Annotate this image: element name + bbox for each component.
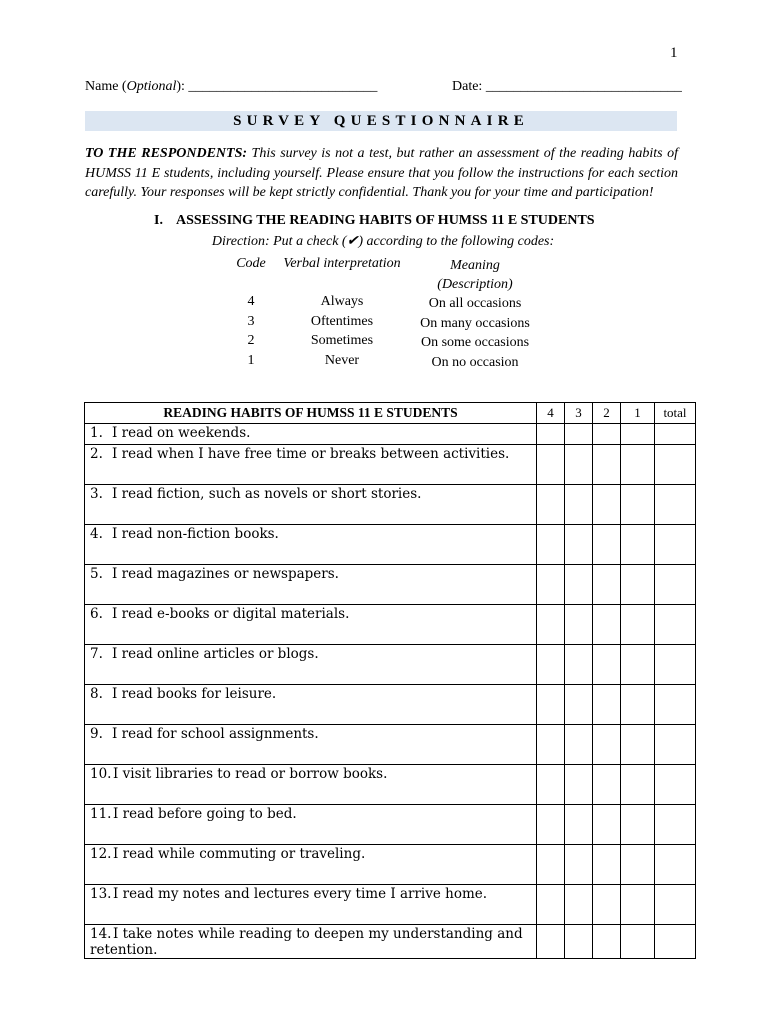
check-cell-1[interactable] <box>621 645 655 685</box>
total-cell[interactable] <box>655 565 696 605</box>
check-cell-1[interactable] <box>621 805 655 845</box>
total-cell[interactable] <box>655 725 696 765</box>
check-cell-1[interactable] <box>621 605 655 645</box>
statement-cell <box>85 445 537 485</box>
table-row <box>85 685 696 725</box>
statement-cell <box>85 725 537 765</box>
statement-cell <box>85 685 537 725</box>
meaning-value: On all occasions <box>428 296 522 311</box>
total-cell[interactable] <box>655 645 696 685</box>
check-cell-3[interactable] <box>565 925 593 959</box>
check-cell-1[interactable] <box>621 685 655 725</box>
total-cell[interactable] <box>655 685 696 725</box>
statement-cell <box>85 525 537 565</box>
verbal-value: Never <box>324 353 360 368</box>
check-cell-2[interactable] <box>593 605 621 645</box>
check-cell-1[interactable] <box>621 445 655 485</box>
code-header: Code <box>236 256 266 271</box>
item-number: 8. <box>90 686 103 702</box>
check-cell-3[interactable] <box>565 765 593 805</box>
meaning-value: On many occasions <box>420 316 530 331</box>
check-cell-3[interactable] <box>565 645 593 685</box>
item-number: 2. <box>90 446 103 462</box>
total-cell[interactable] <box>655 885 696 925</box>
table-row <box>85 765 696 805</box>
check-cell-1[interactable] <box>621 485 655 525</box>
check-cell-3[interactable] <box>565 565 593 605</box>
table-row <box>85 565 696 605</box>
item-text: I read for school assignments. <box>112 726 319 742</box>
statement-cell <box>85 845 537 885</box>
check-cell-2[interactable] <box>593 845 621 885</box>
item-text: I visit libraries to read or borrow books. <box>113 766 388 782</box>
verbal-value: Always <box>320 294 364 309</box>
item-text: I take notes while reading to deepen my understanding and retention. <box>90 926 523 958</box>
check-cell-4[interactable] <box>537 605 565 645</box>
code-row <box>0 353 768 373</box>
name-label-optional: Optional <box>126 79 177 94</box>
statement-cell <box>85 765 537 805</box>
table-row <box>85 805 696 845</box>
check-cell-2[interactable] <box>593 685 621 725</box>
section-title: ASSESSING THE READING HABITS OF HUMSS 11 E STUDENTS <box>176 213 595 228</box>
check-cell-1[interactable] <box>621 845 655 885</box>
code-value: 3 <box>247 314 255 329</box>
respondents-note <box>85 144 678 203</box>
check-cell-2[interactable] <box>593 885 621 925</box>
date-field[interactable] <box>452 79 682 95</box>
check-cell-1[interactable] <box>621 725 655 765</box>
item-number: 4. <box>90 526 103 542</box>
code-row <box>0 314 768 334</box>
item-text: I read before going to bed. <box>113 806 297 822</box>
code-value: 2 <box>247 333 255 348</box>
check-cell-4[interactable] <box>537 565 565 605</box>
meaning-header-line1: Meaning <box>450 258 500 273</box>
reading-habits-table <box>84 402 696 959</box>
item-text: I read fiction, such as novels or short stories. <box>112 486 422 502</box>
verbal-header: Verbal interpretation <box>283 256 401 271</box>
check-cell-3[interactable] <box>565 424 593 445</box>
item-text: I read when I have free time or breaks between activities. <box>112 446 510 462</box>
check-cell-1[interactable] <box>621 525 655 565</box>
check-cell-4[interactable] <box>537 725 565 765</box>
statement-cell <box>85 805 537 845</box>
check-cell-4[interactable] <box>537 485 565 525</box>
table-row <box>85 605 696 645</box>
section-heading <box>154 213 595 229</box>
check-cell-1[interactable] <box>621 925 655 959</box>
item-number: 10. <box>90 766 112 782</box>
table-row <box>85 925 696 959</box>
item-text: I read magazines or newspapers. <box>112 566 339 582</box>
item-number: 5. <box>90 566 103 582</box>
item-number: 7. <box>90 646 103 662</box>
check-cell-3[interactable] <box>565 605 593 645</box>
check-cell-2[interactable] <box>593 925 621 959</box>
total-cell[interactable] <box>655 605 696 645</box>
check-cell-2[interactable] <box>593 645 621 685</box>
item-number: 11. <box>90 806 112 822</box>
statement-cell <box>85 485 537 525</box>
check-cell-3[interactable] <box>565 885 593 925</box>
section-number: I. <box>154 213 163 228</box>
check-cell-3[interactable] <box>565 525 593 565</box>
verbal-value: Oftentimes <box>310 314 374 329</box>
item-number: 13. <box>90 886 112 902</box>
code-value: 4 <box>247 294 255 309</box>
table-row <box>85 424 696 445</box>
respondents-heading: TO THE RESPONDENTS: <box>85 146 248 161</box>
check-cell-4[interactable] <box>537 885 565 925</box>
item-text: I read while commuting or traveling. <box>113 846 366 862</box>
check-cell-3[interactable] <box>565 725 593 765</box>
table-row <box>85 845 696 885</box>
table-header-row <box>85 403 696 424</box>
check-cell-3[interactable] <box>565 685 593 725</box>
table-row <box>85 725 696 765</box>
name-field[interactable] <box>85 79 377 95</box>
check-cell-2[interactable] <box>593 565 621 605</box>
check-cell-3[interactable] <box>565 845 593 885</box>
direction-text: Direction: Put a check (✔) according to the following codes: <box>211 234 555 249</box>
table-row <box>85 485 696 525</box>
code-row <box>0 294 768 314</box>
check-cell-2[interactable] <box>593 424 621 445</box>
item-number: 3. <box>90 486 103 502</box>
check-cell-1[interactable] <box>621 885 655 925</box>
meaning-header <box>405 256 545 294</box>
total-cell[interactable] <box>655 765 696 805</box>
total-cell[interactable] <box>655 525 696 565</box>
statement-cell <box>85 565 537 605</box>
meaning-value: On some occasions <box>420 335 530 350</box>
total-cell[interactable] <box>655 424 696 445</box>
item-text: I read e-books or digital materials. <box>112 606 350 622</box>
check-cell-4[interactable] <box>537 925 565 959</box>
statement-cell <box>85 885 537 925</box>
check-cell-1[interactable] <box>621 424 655 445</box>
survey-title: SURVEY QUESTIONNAIRE <box>85 111 677 131</box>
check-cell-2[interactable] <box>593 765 621 805</box>
check-cell-3[interactable] <box>565 805 593 845</box>
name-label-prefix: Name ( <box>85 79 127 94</box>
statement-cell <box>85 925 537 959</box>
check-cell-4[interactable] <box>537 424 565 445</box>
page-number: 1 <box>670 45 678 61</box>
item-number: 12. <box>90 846 112 862</box>
item-number: 9. <box>90 726 103 742</box>
column-header-4: 4 <box>537 403 565 424</box>
total-cell[interactable] <box>655 445 696 485</box>
respondents-text: This survey is not a test, but rather an assessment of the reading habits of HUMSS 11 E students, including yourself. Please ensure that you follow the instructions for each section carefully. Your responses will be kept strictly confidential. Thank you for your time and participation! <box>85 146 678 200</box>
check-cell-3[interactable] <box>565 445 593 485</box>
check-cell-4[interactable] <box>537 845 565 885</box>
date-label: Date: ____________________________ <box>452 79 682 94</box>
codes-legend-header <box>0 256 768 296</box>
table-row <box>85 645 696 685</box>
table-row <box>85 445 696 485</box>
check-cell-2[interactable] <box>593 725 621 765</box>
item-text: I read my notes and lectures every time I arrive home. <box>113 886 488 902</box>
check-cell-2[interactable] <box>593 525 621 565</box>
item-number: 6. <box>90 606 103 622</box>
column-header-3: 3 <box>565 403 593 424</box>
check-cell-2[interactable] <box>593 445 621 485</box>
statement-cell <box>85 605 537 645</box>
check-cell-2[interactable] <box>593 485 621 525</box>
meaning-value: On no occasion <box>431 355 519 370</box>
total-cell[interactable] <box>655 845 696 885</box>
table-row <box>85 885 696 925</box>
statement-cell <box>85 424 537 445</box>
statement-cell <box>85 645 537 685</box>
name-label-suffix: ): ___________________________ <box>176 79 378 94</box>
item-text: I read non-fiction books. <box>112 526 279 542</box>
verbal-value: Sometimes <box>310 333 374 348</box>
check-cell-4[interactable] <box>537 765 565 805</box>
code-row <box>0 333 768 353</box>
code-value: 1 <box>247 353 255 368</box>
item-number: 1. <box>90 425 103 441</box>
check-cell-1[interactable] <box>621 765 655 805</box>
column-header-2: 2 <box>593 403 621 424</box>
item-number: 14. <box>90 926 112 942</box>
check-cell-4[interactable] <box>537 685 565 725</box>
statement-column-header: READING HABITS OF HUMSS 11 E STUDENTS <box>85 403 537 424</box>
total-cell[interactable] <box>655 485 696 525</box>
check-cell-4[interactable] <box>537 445 565 485</box>
check-cell-1[interactable] <box>621 565 655 605</box>
check-cell-4[interactable] <box>537 525 565 565</box>
check-cell-2[interactable] <box>593 805 621 845</box>
item-text: I read on weekends. <box>112 425 251 441</box>
check-cell-4[interactable] <box>537 805 565 845</box>
check-cell-3[interactable] <box>565 485 593 525</box>
total-cell[interactable] <box>655 805 696 845</box>
check-cell-4[interactable] <box>537 645 565 685</box>
total-cell[interactable] <box>655 925 696 959</box>
column-header-total: total <box>655 403 696 424</box>
item-text: I read books for leisure. <box>112 686 277 702</box>
item-text: I read online articles or blogs. <box>112 646 319 662</box>
meaning-header-line2: (Description) <box>437 277 513 292</box>
table-row <box>85 525 696 565</box>
column-header-1: 1 <box>621 403 655 424</box>
